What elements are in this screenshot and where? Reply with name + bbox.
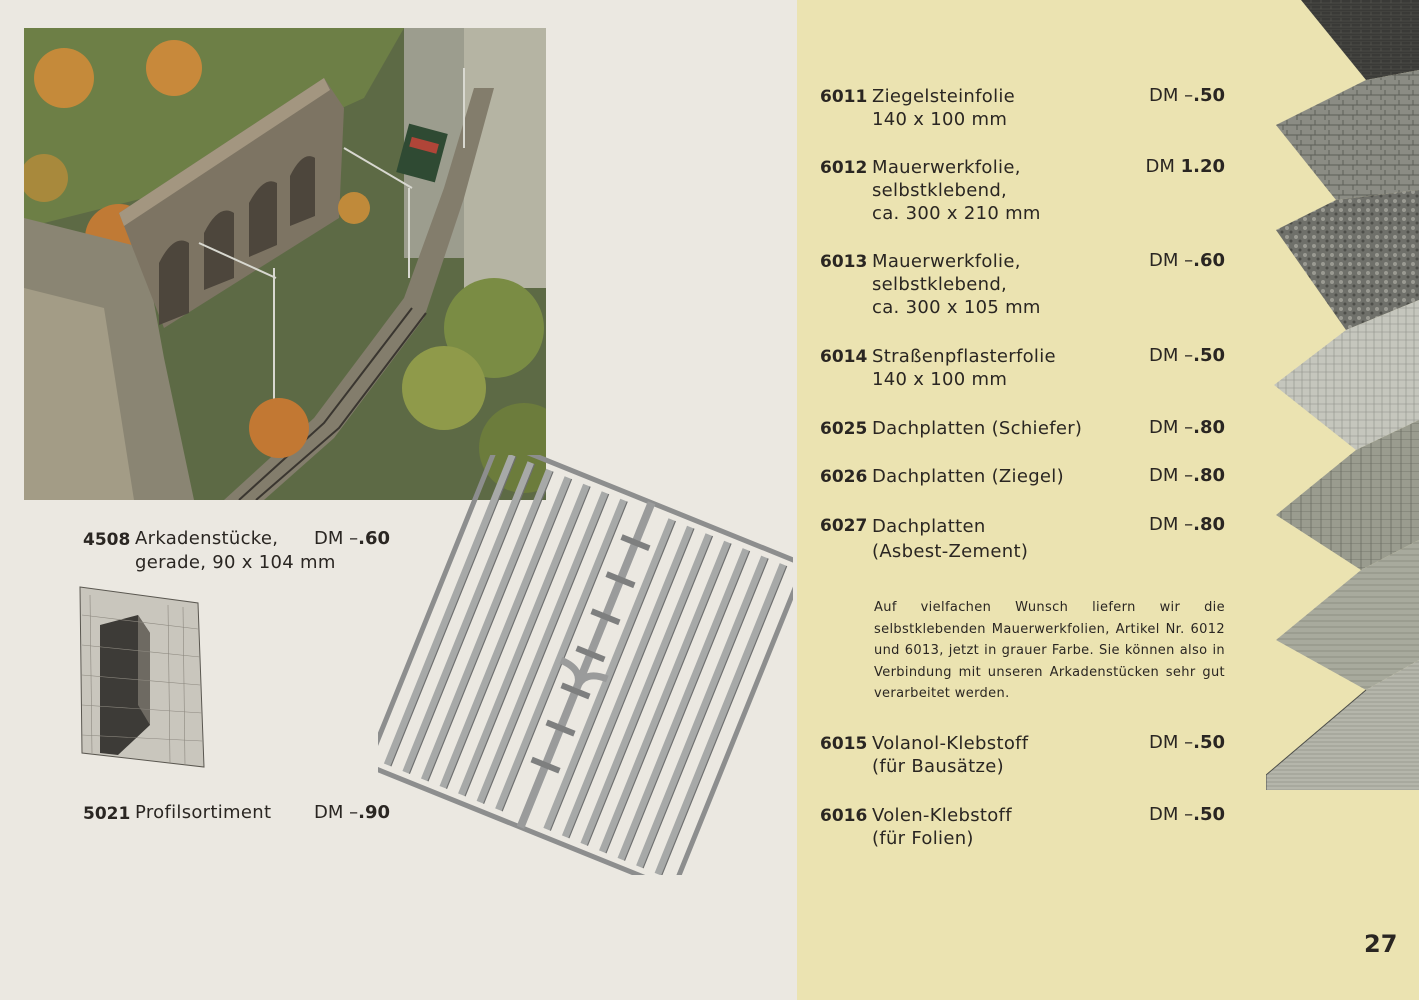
- profile-assortment-image: [378, 455, 793, 875]
- item-price: DM –.80: [1148, 465, 1225, 486]
- item-description-line: gerade, 90 x 104 mm: [135, 552, 336, 573]
- arcade-piece-image: [78, 585, 206, 770]
- item-description-line: Arkadenstücke,: [135, 528, 279, 549]
- item-description-line: Dachplatten (Ziegel): [872, 466, 1064, 487]
- item-description-line: Volen-Klebstoff: [872, 805, 1012, 826]
- item-6014: [820, 345, 1225, 393]
- page-number: 27: [1364, 930, 1398, 958]
- item-description-line: Volanol-Klebstoff: [872, 733, 1029, 754]
- item-6013: [820, 250, 1225, 320]
- item-6011: [820, 85, 1225, 133]
- item-description-line: (für Folien): [872, 828, 974, 849]
- item-code: 6012: [820, 158, 868, 178]
- item-description-line: ca. 300 x 105 mm: [872, 297, 1041, 318]
- item-5021: [83, 802, 403, 828]
- item-code: 6014: [820, 347, 868, 367]
- item-code: 6016: [820, 806, 868, 826]
- item-price: DM –.80: [1148, 417, 1225, 438]
- item-price: DM –.50: [1148, 804, 1225, 825]
- railway-viaduct-photo: [24, 28, 546, 500]
- item-description-line: Straßenpflasterfolie: [872, 346, 1056, 367]
- item-description-line: 140 x 100 mm: [872, 369, 1008, 390]
- item-description-line: selbstklebend,: [872, 180, 1008, 201]
- item-price: DM –.50: [1148, 732, 1225, 753]
- item-description-line: (für Bausätze): [872, 756, 1004, 777]
- item-price: DM –.50: [1148, 345, 1225, 366]
- item-description-line: Ziegelsteinfolie: [872, 86, 1016, 107]
- item-code: 6015: [820, 734, 868, 754]
- item-6027: [820, 514, 1225, 564]
- item-price: DM –.80: [1148, 514, 1225, 535]
- item-description-line: Mauerwerkfolie,: [872, 157, 1021, 178]
- item-code: 6013: [820, 252, 868, 272]
- item-description-line: (Asbest-Zement): [872, 541, 1029, 562]
- item-6026: [820, 465, 1225, 491]
- item-code: 5021: [83, 804, 131, 824]
- item-description-line: ca. 300 x 210 mm: [872, 203, 1041, 224]
- item-6015: [820, 732, 1225, 780]
- item-price: DM 1.20: [1145, 156, 1225, 177]
- item-price: DM –.60: [1148, 250, 1225, 271]
- texture-sheets-image: [1266, 0, 1419, 790]
- item-6012: [820, 156, 1225, 226]
- item-code: 6025: [820, 419, 868, 439]
- item-description-line: Mauerwerkfolie,: [872, 251, 1021, 272]
- item-4508: [83, 528, 403, 576]
- item-6016: [820, 804, 1225, 852]
- item-code: 6026: [820, 467, 868, 487]
- item-code: 4508: [83, 530, 131, 550]
- item-description-line: Dachplatten: [872, 516, 986, 537]
- item-description-line: 140 x 100 mm: [872, 109, 1008, 130]
- item-price: DM –.60: [314, 528, 391, 549]
- item-description-line: selbstklebend,: [872, 274, 1008, 295]
- info-note: Auf vielfachen Wunsch liefern wir die selbstklebenden Mauerwerkfolien, Artikel Nr. 6012 und 6013, jetzt in grauer Farbe. Sie können also in Verbindung mit unseren Arkadenstücken sehr gut verarbeitet werden.: [874, 600, 1225, 701]
- item-description-line: Profilsortiment: [135, 802, 272, 823]
- item-price: DM –.50: [1148, 85, 1225, 106]
- item-6025: [820, 417, 1225, 443]
- item-code: 6011: [820, 87, 868, 107]
- item-description-line: Dachplatten (Schiefer): [872, 418, 1083, 439]
- item-price: DM –.90: [314, 802, 391, 823]
- item-code: 6027: [820, 516, 868, 536]
